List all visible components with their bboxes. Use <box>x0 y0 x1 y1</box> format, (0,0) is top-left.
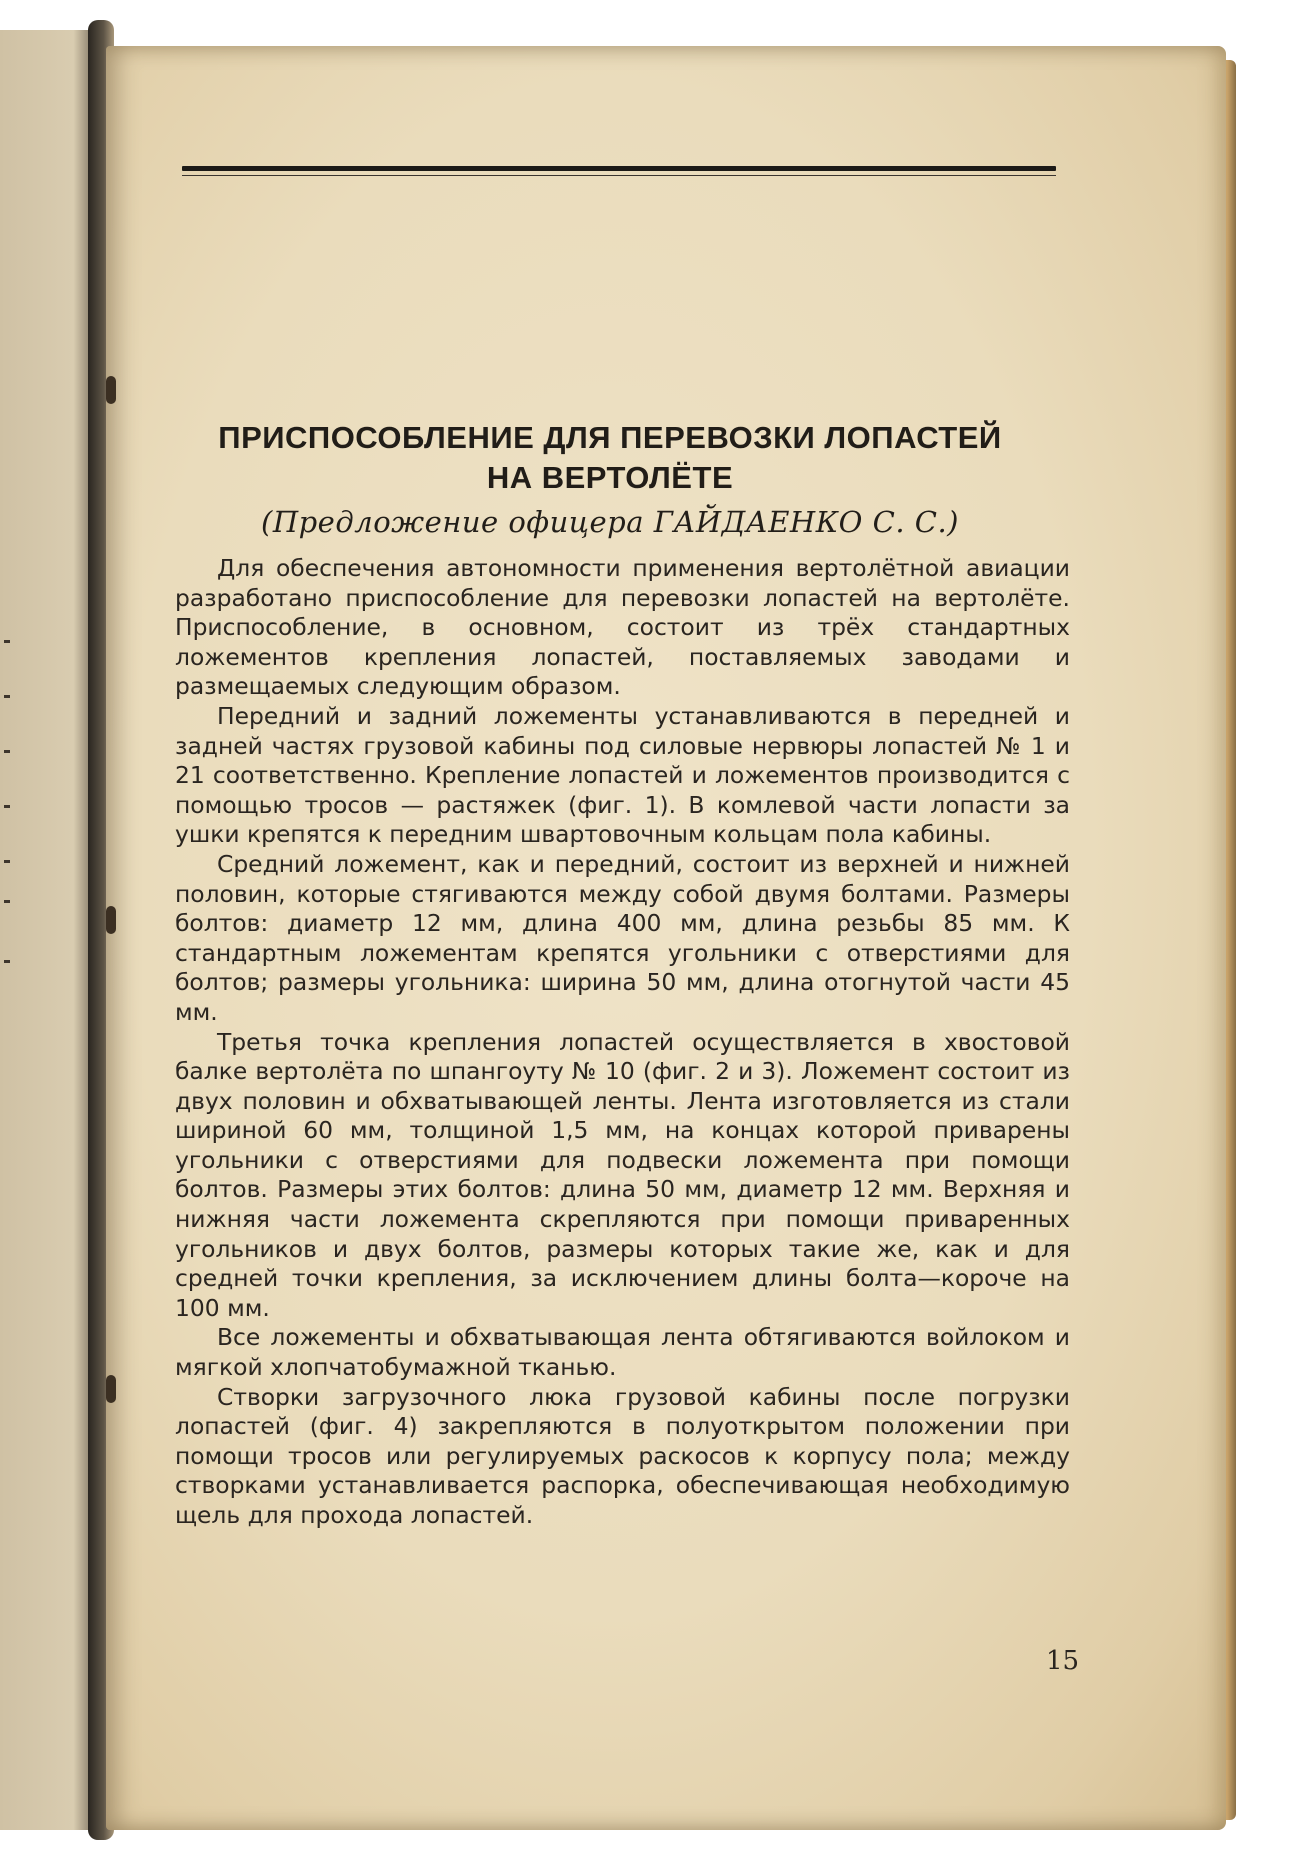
facing-page-mark <box>4 805 10 808</box>
article-body <box>175 554 1070 1531</box>
binding-hole <box>106 906 116 934</box>
title-line-2: НА ВЕРТОЛЁТЕ <box>486 460 734 495</box>
title-line-1: ПРИСПОСОБЛЕНИЕ ДЛЯ ПЕРЕВОЗКИ ЛОПАСТЕЙ <box>218 420 1002 455</box>
facing-page-mark <box>4 695 10 698</box>
header-rule-thin <box>182 175 1056 176</box>
facing-page-mark <box>4 960 10 963</box>
author-line: (Предложение офицера ГАЙДАЕНКО С. С.) <box>261 505 959 539</box>
paragraph: Средний ложемент, как и передний, состоит из верхней и нижней половин, которые стягиваются между собой двумя болтами. Размеры болтов: диаметр 12 мм, длина 400 мм, длина резьбы 85 мм. К стандартным ложементам крепятся угольники с отверстиями для болтов; размеры угольника: ширина 50 мм, длина отогнутой части 45 мм. <box>175 849 1070 1026</box>
paragraph: Третья точка крепления лопастей осуществляется в хвостовой балке вертолёта по шпангоуту № 10 (фиг. 2 и 3). Ложемент состоит из двух половин и обхватывающей ленты. Лента изготовляется из стали шириной 60 мм, толщиной 1,5 мм, на концах которой приварены угольники с отверстиями для подвески ложемента при помощи болтов. Размеры этих болтов: длина 50 мм, диаметр 12 мм. Верхняя и нижняя части ложемента скрепляются при помощи приваренных угольников и двух болтов, размеры которых такие же, как и для средней точки крепления, за исключением длины болта—короче на 100 мм. <box>175 1027 1070 1322</box>
page-number: 15 <box>1046 1646 1080 1676</box>
facing-page-mark <box>4 750 10 753</box>
paragraph: Все ложементы и обхватывающая лента обтягиваются войлоком и мягкой хлопчатобумажной тканью. <box>175 1323 1070 1382</box>
binding-hole <box>106 376 116 404</box>
header-rule <box>182 166 1056 171</box>
paragraph: Створки загрузочного люка грузовой кабины после погрузки лопастей (фиг. 4) закрепляются в полуоткрытом положении при помощи тросов или регулируемых раскосов к корпусу пола; между створками устанавливается распорка, обеспечивающая необходимую щель для прохода лопастей. <box>175 1382 1070 1529</box>
paragraph: Передний и задний ложементы устанавливаются в передней и задней частях грузовой кабины под силовые нервюры лопастей № 1 и 21 соответственно. Крепление лопастей и ложементов производится с помощью тросов — растяжек (фиг. 1). В комлевой части лопасти за ушки крепятся к передним швартовочным кольцам пола кабины. <box>175 701 1070 849</box>
facing-page-mark <box>4 640 10 643</box>
facing-page-mark <box>4 900 10 903</box>
paragraph: Для обеспечения автономности применения вертолётной авиации разработано приспособление для перевозки лопастей на вертолёте. Приспособление, в основном, состоит из трёх стандартных ложементов крепления лопастей, поставляемых заводами и размещаемых следующим образом. <box>175 554 1070 701</box>
binding-hole <box>106 1375 116 1403</box>
article-title <box>160 418 1060 498</box>
facing-page-mark <box>4 860 10 863</box>
